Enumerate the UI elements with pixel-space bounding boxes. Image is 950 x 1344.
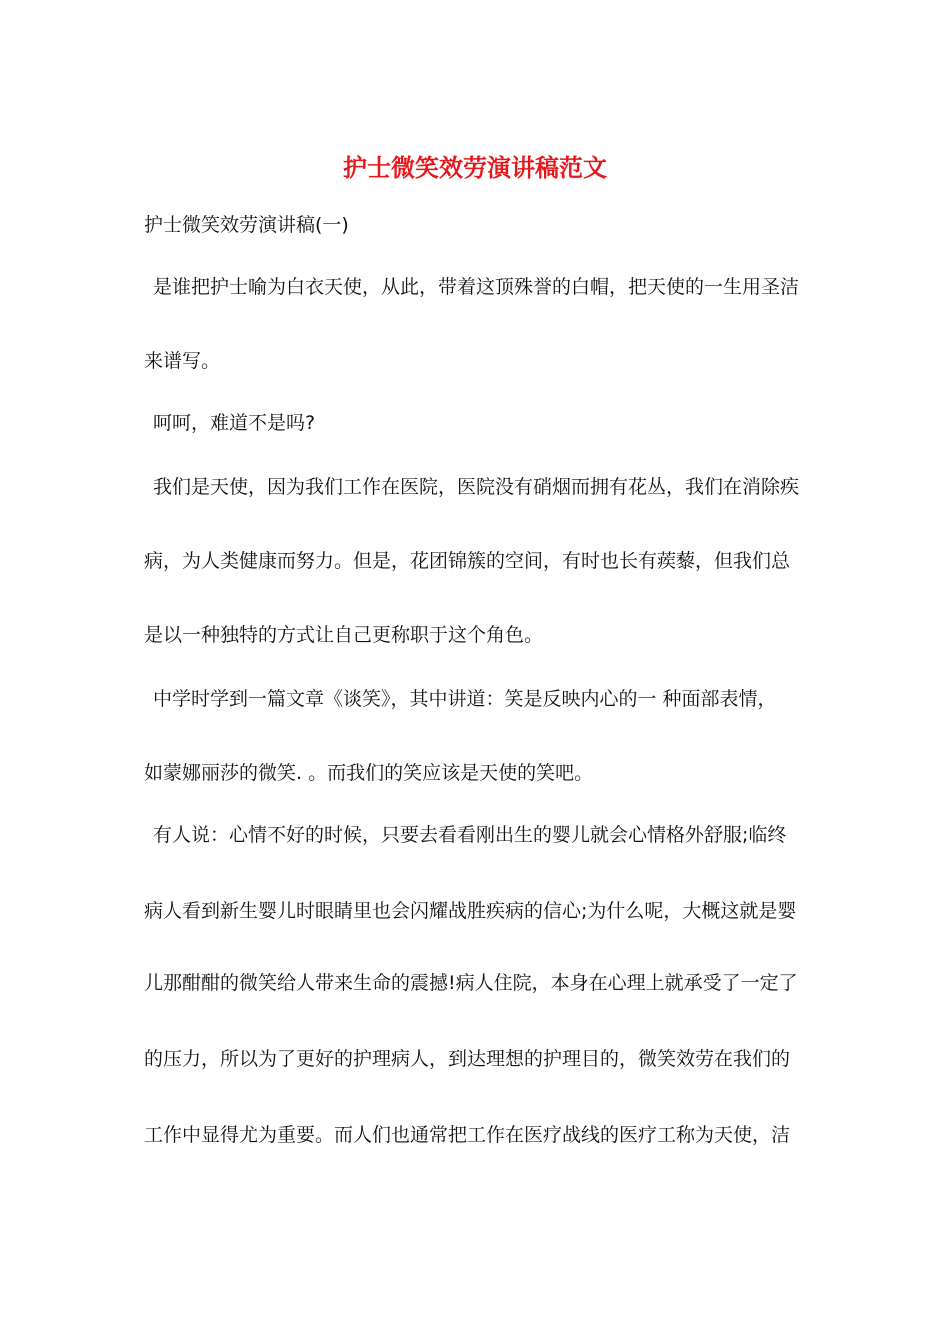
paragraph-line: 来谱写。 [144,350,221,372]
paragraph-line: 有人说：心情不好的时候，只要去看看刚出生的婴儿就会心情格外舒服;临终 [153,824,787,846]
paragraph-line: 是谁把护士喻为白衣天使，从此，带着这顶殊誉的白帽，把天使的一生用圣洁 [153,276,800,298]
paragraph-line: 我们是天使，因为我们工作在医院，医院没有硝烟而拥有花丛，我们在消除疾 [153,476,800,498]
paragraph-line: 如蒙娜丽莎的微笑. 。而我们的笑应该是天使的笑吧。 [144,762,594,784]
paragraph-line: 工作中显得尤为重要。而人们也通常把工作在医疗战线的医疗工称为天使，洁 [144,1124,791,1146]
paragraph-line: 的压力，所以为了更好的护理病人，到达理想的护理目的，微笑效劳在我们的 [144,1048,791,1070]
paragraph-line: 病，为人类健康而努力。但是，花团锦簇的空间，有时也长有蒺藜，但我们总 [144,550,791,572]
paragraph-line: 是以一种独特的方式让自己更称职于这个角色。 [144,624,544,646]
document-title: 护士微笑效劳演讲稿范文 [343,153,607,182]
paragraph-line: 儿那酣酣的微笑给人带来生命的震撼!病人住院，本身在心理上就承受了一定了 [144,972,798,994]
paragraph-line: 呵呵，难道不是吗? [153,412,316,434]
paragraph-line: 病人看到新生婴儿时眼睛里也会闪耀战胜疾病的信心;为什么呢，大概这就是婴 [144,900,797,922]
paragraph-line: 中学时学到一篇文章《谈笑》，其中讲道：笑是反映内心的一 种面部表情， [153,688,777,710]
document-subtitle: 护士微笑效劳演讲稿(一) [144,214,349,236]
